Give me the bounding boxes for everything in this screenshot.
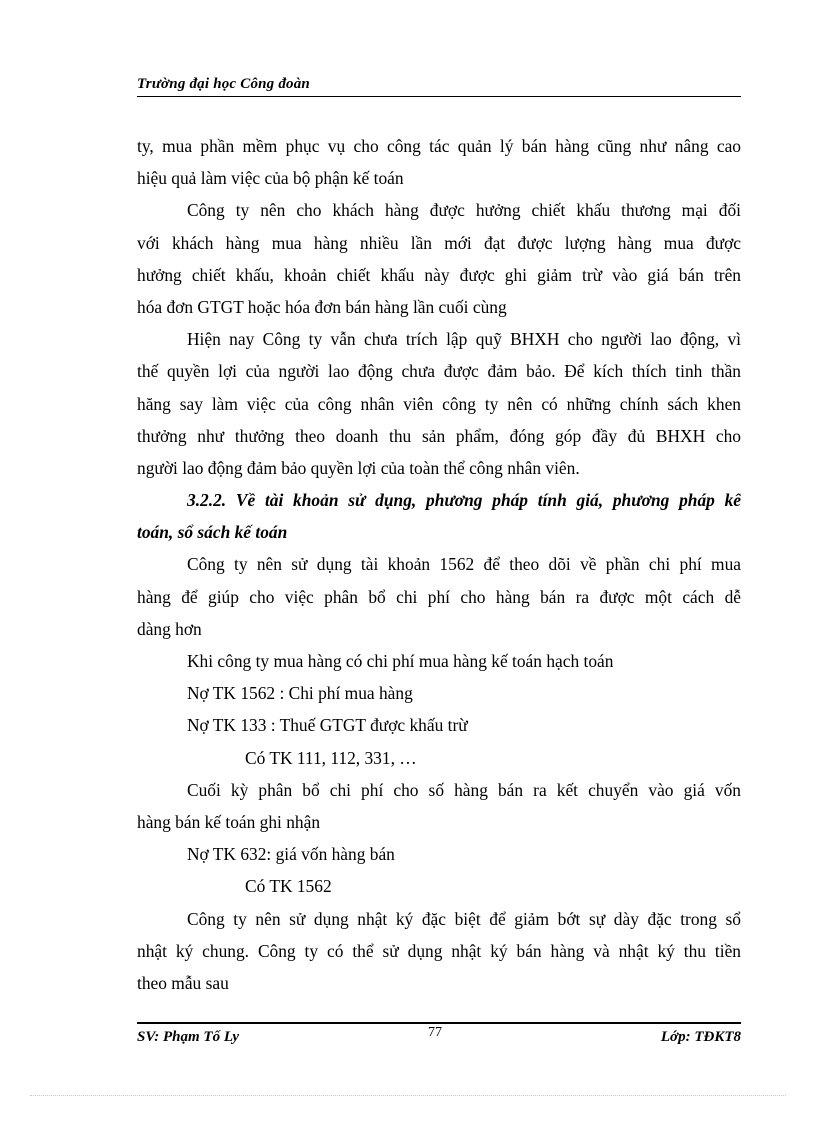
paragraph-line: Khi công ty mua hàng có chi phí mua hàng kế toán hạch toán [187, 651, 614, 671]
paragraph-line: thế quyền lợi của người lao động chưa được đảm bảo. Để kích thích tinh thần [137, 361, 741, 382]
paragraph-line: Công ty nên sử dụng tài khoản 1562 để theo dõi về phần chi phí mua [187, 554, 741, 575]
paragraph-line: hóa đơn GTGT hoặc hóa đơn bán hàng lần cuối cùng [137, 296, 507, 317]
paragraph-line: Hiện nay Công ty vẫn chưa trích lập quỹ BHXH cho người lao động, vì [187, 329, 741, 350]
paragraph-line: hiệu quả làm việc của bộ phận kế toán [137, 168, 404, 189]
body-text [137, 130, 741, 999]
page-edge-divider [30, 1095, 786, 1096]
paragraph-line: với khách hàng mua hàng nhiều lần mới đạt được lượng hàng mua được [137, 232, 741, 253]
paragraph-line: dàng hơn [137, 618, 202, 639]
journal-entry-line: Có TK 1562 [245, 876, 332, 897]
section-heading: 3.2.2. Về tài khoản sử dụng, phương pháp tính giá, phương pháp kế [187, 490, 741, 511]
journal-entry-line: Có TK 111, 112, 331, … [245, 747, 417, 768]
page-number: 77 [428, 1025, 442, 1040]
footer-class: Lớp: TĐKT8 [660, 1029, 741, 1045]
paragraph-line: người lao động đảm bảo quyền lợi của toàn thể công nhân viên. [137, 457, 580, 478]
paragraph-line: Công ty nên sử dụng nhật ký đặc biệt để giảm bớt sự dày đặc trong sổ [187, 908, 741, 929]
journal-entry-line: Nợ TK 1562 : Chi phí mua hàng [187, 683, 413, 704]
paragraph-line: theo mẫu sau [137, 972, 229, 993]
paragraph-line: Cuối kỳ phân bổ chi phí cho số hàng bán ra kết chuyển vào giá vốn [187, 779, 741, 800]
paragraph-line: hàng bán kế toán ghi nhận [137, 811, 321, 832]
paragraph-line: ty, mua phần mềm phục vụ cho công tác quản lý bán hàng cũng như nâng cao [137, 136, 741, 156]
paragraph-line: hàng để giúp cho việc phân bổ chi phí cho hàng bán ra được một cách dễ [137, 586, 741, 607]
header-title: Trường đại học Công đoàn [137, 76, 310, 92]
journal-entry-line: Nợ TK 133 : Thuế GTGT được khấu trừ [187, 715, 468, 736]
page-header [137, 76, 741, 98]
journal-entry-line: Nợ TK 632: giá vốn hàng bán [187, 844, 395, 865]
paragraph-line: hăng say làm việc của công nhân viên công ty nên có những chính sách khen [137, 393, 741, 414]
paragraph-line: Công ty nên cho khách hàng được hưởng chiết khấu thương mại đối [187, 200, 741, 221]
header-rule [137, 96, 741, 97]
paragraph-line: nhật ký chung. Công ty có thể sử dụng nhật ký bán hàng và nhật ký thu tiền [137, 940, 741, 961]
footer-rule [137, 1022, 741, 1024]
section-heading: toán, sổ sách kế toán [137, 522, 288, 543]
footer-student: SV: Phạm Tố Ly [137, 1029, 240, 1045]
paragraph-line: thưởng như thưởng theo doanh thu sản phẩm, đóng góp đầy đủ BHXH cho [137, 425, 741, 446]
paragraph-line: hưởng chiết khấu, khoản chiết khấu này được ghi giảm trừ vào giá bán trên [137, 264, 741, 285]
